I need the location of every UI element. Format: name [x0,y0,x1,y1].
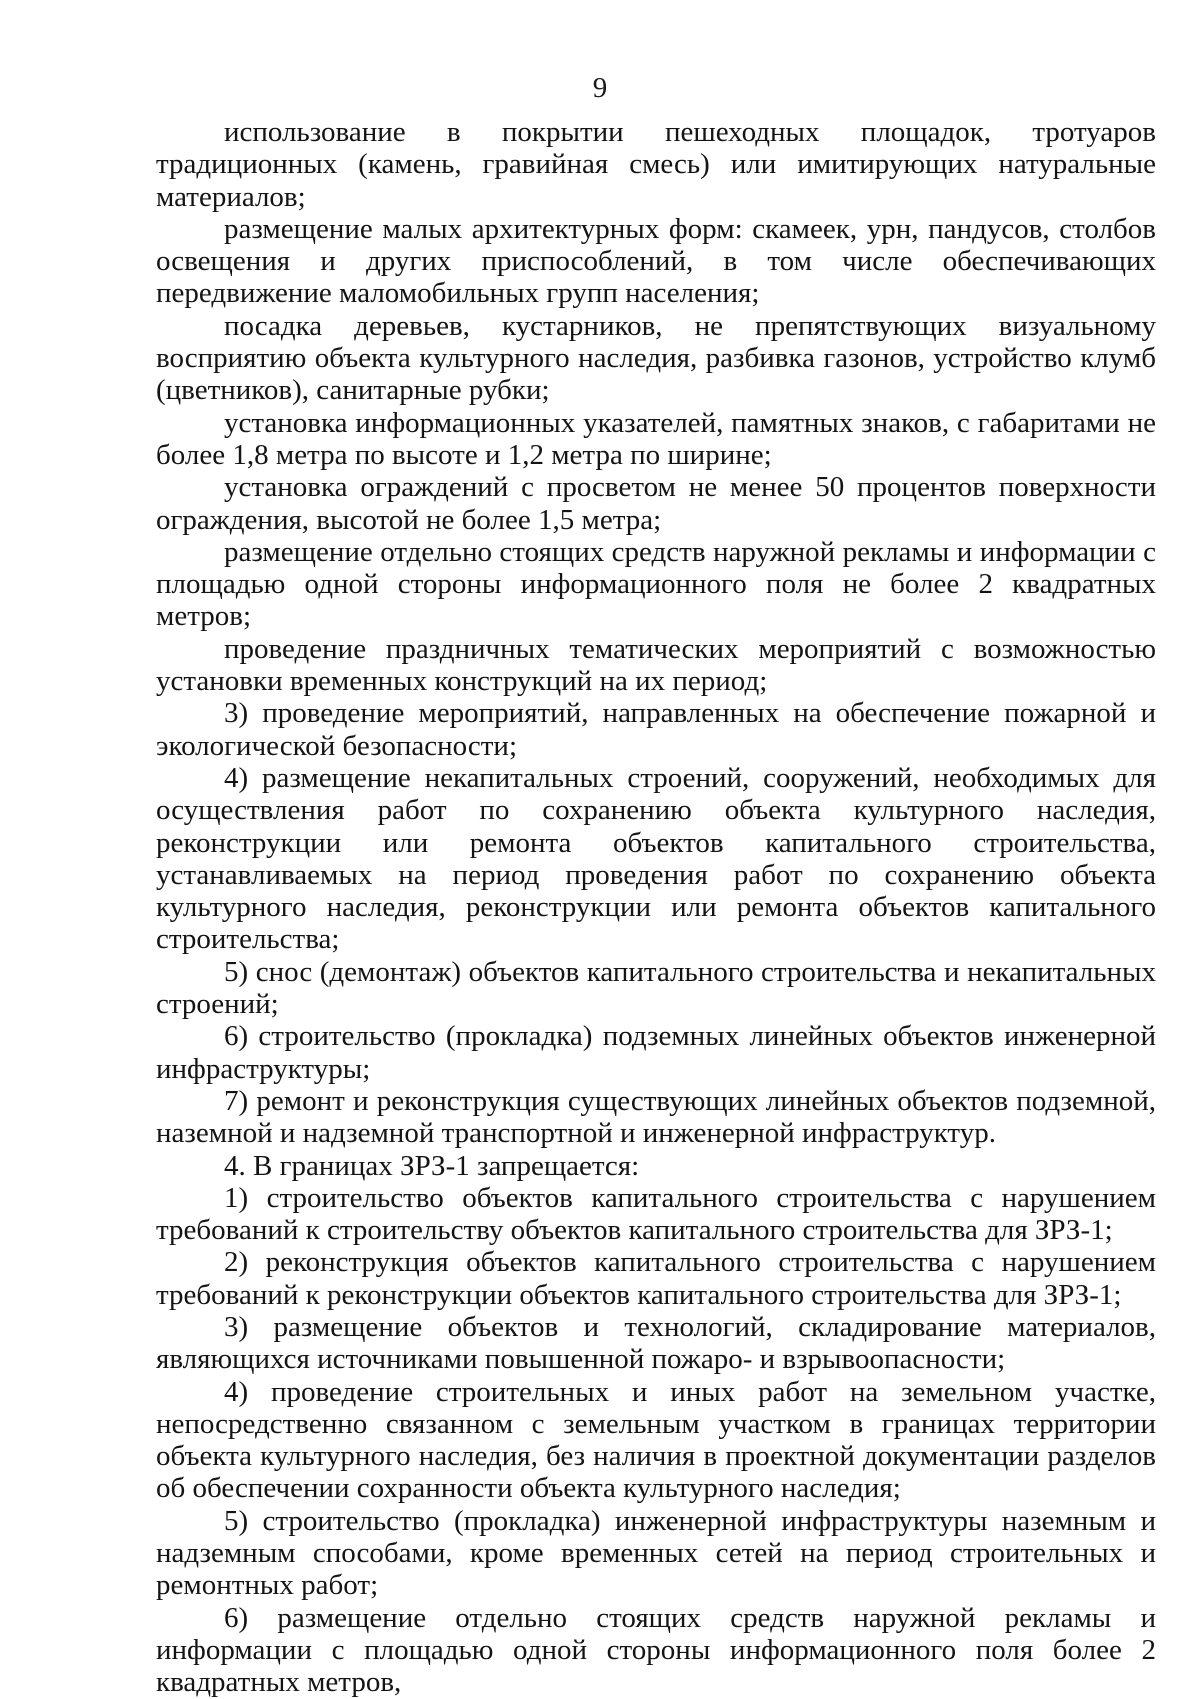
section-heading-prohibited: 4. В границах ЗРЗ-1 запрещается: [224,1149,640,1182]
page-number: 9 [592,72,608,104]
paragraph-outdoor-advertising: размещение отдельно стоящих средств наружной рекламы и информации с площадью одной стороны информационного поля не более 2 квадратных метров; [156,535,1156,633]
paragraph-fences: установка ограждений с просветом не менее 50 процентов поверхности ограждения, высотой не более 1,5 метра; [156,471,1156,536]
paragraph-prohibited-1: 1) строительство объектов капитального строительства с нарушением требований к строительству объектов капитального строительства для ЗРЗ-1; [156,1181,1156,1247]
paragraph-festive-events: проведение праздничных тематических мероприятий с возможностью установки временных конструкций на их период; [156,632,1156,698]
paragraph-prohibited-5: 5) строительство (прокладка) инженерной инфраструктуры наземным и надземным способами, кроме временных сетей на период строительных и ремонтных работ; [156,1504,1156,1602]
paragraph-item-5-demolition: 5) снос (демонтаж) объектов капитального строительства и некапитальных строений; [156,955,1156,1021]
paragraph-prohibited-6: 6) размещение отдельно стоящих средств наружной рекламы и информации с площадью одной стороны информационного поля более 2 квадратных метров, [156,1601,1156,1699]
paragraph-prohibited-2: 2) реконструкция объектов капитального строительства с нарушением требований к реконструкции объектов капитального строительства для ЗРЗ-1; [156,1246,1156,1311]
paragraph-item-7-repair: 7) ремонт и реконструкция существующих линейных объектов подземной, наземной и надземной транспортной и инженерной инфраструктур. [156,1084,1156,1150]
paragraph-item-4-temporary-structures: 4) размещение некапитальных строений, сооружений, необходимых для осуществления работ по сохранению объекта культурного наследия, реконструкции или ремонта объектов капитального строительства, устанавливаемых на период проведения работ по сохранению объекта культурного наследия, реконструкции или ремонта объектов капитального строительства; [156,761,1156,956]
paragraph-item-6-underground: 6) строительство (прокладка) подземных линейных объектов инженерной инфраструктуры; [156,1020,1156,1085]
paragraph-small-architectural-forms: размещение малых архитектурных форм: скамеек, урн, пандусов, столбов освещения и других приспособлений, в том числе обеспечивающих передвижение маломобильных групп населения; [156,212,1156,310]
document-body [156,116,1156,1699]
paragraph-item-3-safety: 3) проведение мероприятий, направленных на обеспечение пожарной и экологической безопасности; [156,697,1156,762]
paragraph-paving: использование в покрытии пешеходных площадок, тротуаров традиционных (камень, гравийная смесь) или имитирующих натуральные материалов; [156,116,1156,213]
paragraph-planting: посадка деревьев, кустарников, не препятствующих визуальному восприятию объекта культурного наследия, разбивка газонов, устройство клумб (цветников), санитарные рубки; [156,309,1156,407]
paragraph-info-signs: установка информационных указателей, памятных знаков, с габаритами не более 1,8 метра по высоте и 1,2 метра по ширине; [156,406,1156,471]
paragraph-prohibited-4: 4) проведение строительных и иных работ на земельном участке, непосредственно связанном с земельным участком в границах территории объекта культурного наследия, без наличия в проектной документации разделов об обеспечении сохранности объекта культурного наследия; [156,1375,1156,1505]
paragraph-prohibited-3: 3) размещение объектов и технологий, складирование материалов, являющихся источниками повышенной пожаро- и взрывоопасности; [156,1310,1156,1376]
